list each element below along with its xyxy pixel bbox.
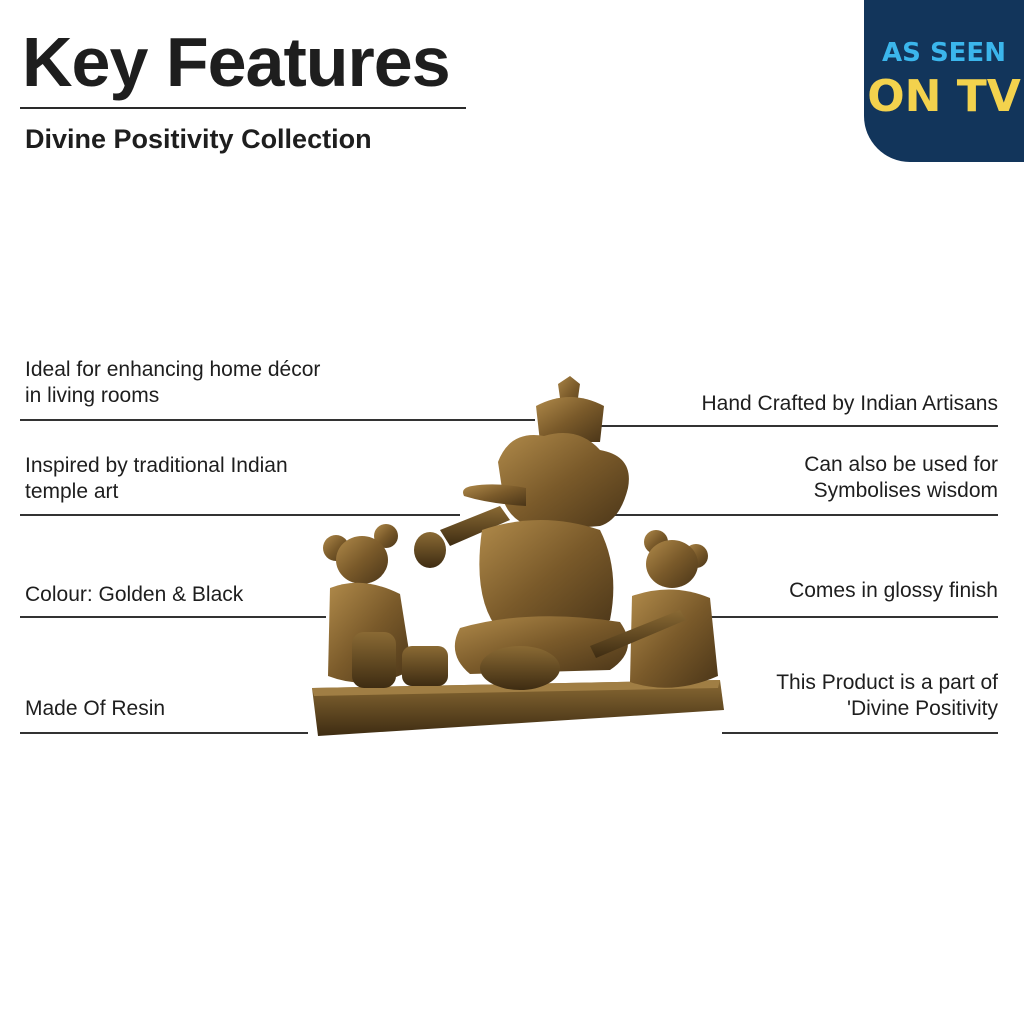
collection-subtitle: Divine Positivity Collection [25,124,372,154]
feature-collection-part: This Product is a part of 'Divine Positivity [776,671,998,720]
feature-glossy-finish: Comes in glossy finish [789,579,998,602]
feature-colour: Colour: Golden & Black [25,583,244,606]
feature-material: Made Of Resin [25,697,166,720]
title-underline [20,107,466,109]
feature-divider [20,616,326,618]
feature-home-decor: Ideal for enhancing home décor in living rooms [25,358,321,407]
ganesha-figure [414,376,629,690]
badge-line2: ON TV [867,71,1021,122]
feature-divider [722,732,998,734]
feature-symbolises-wisdom: Can also be used for Symbolises wisdom [804,453,998,502]
badge-line1: AS SEEN [882,38,1006,68]
feature-hand-crafted: Hand Crafted by Indian Artisans [701,392,998,415]
feature-temple-art: Inspired by traditional Indian temple art [25,454,288,503]
feature-divider [705,616,998,618]
ganesha-statue-image [300,370,730,742]
as-seen-on-tv-badge [864,0,1024,162]
feature-divider [20,732,308,734]
page-title: Key Features [22,23,450,101]
